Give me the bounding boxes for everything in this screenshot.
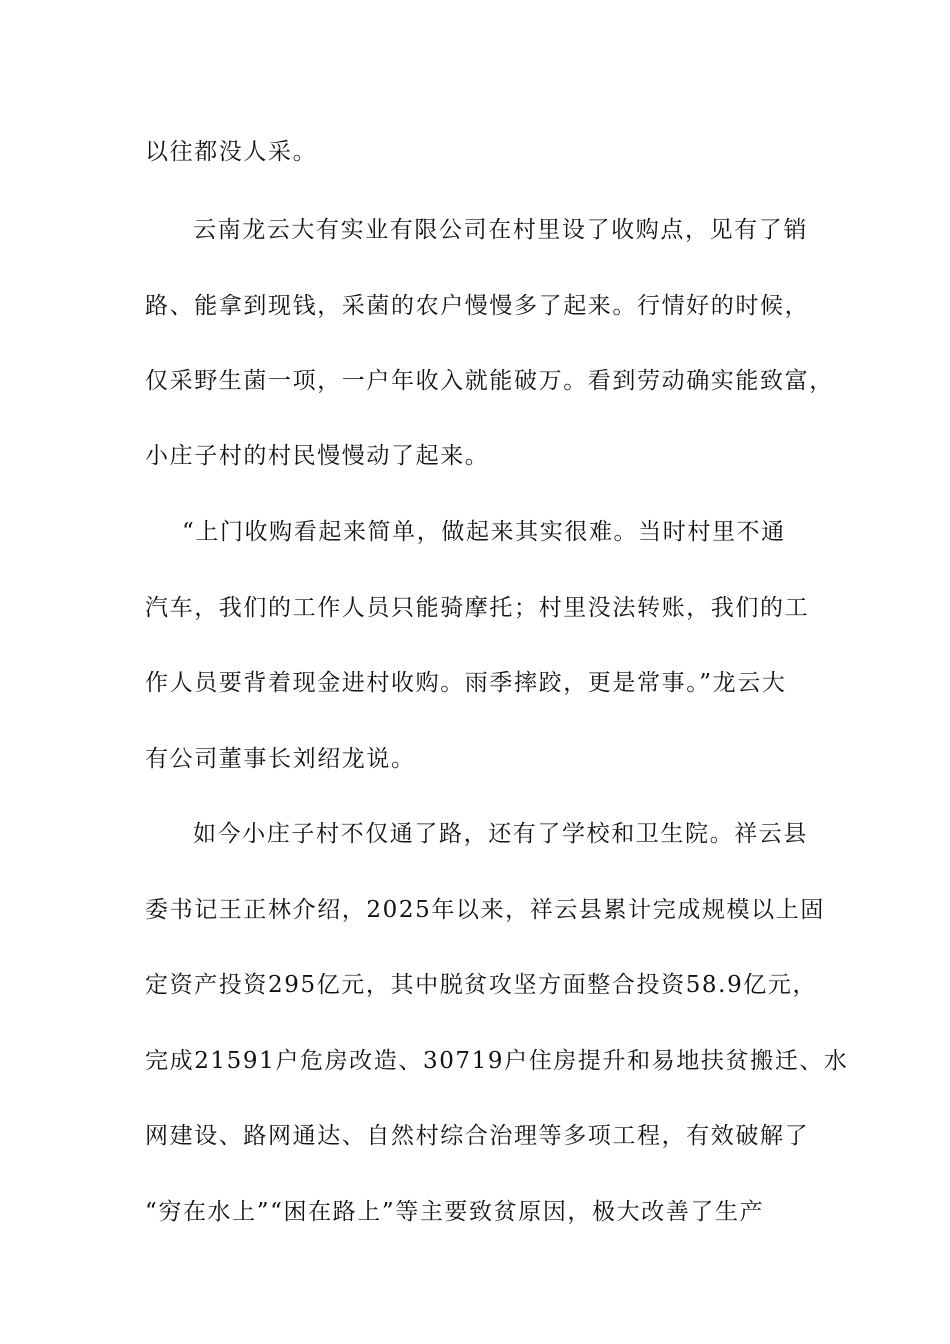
text-line: 仅采野生菌一项，一户年收入就能破万。看到劳动确实能致富， — [145, 368, 834, 394]
text-line: 以往都没人采。 — [145, 139, 318, 165]
text-line: 有公司董事长刘绍龙说。 — [145, 746, 416, 772]
text-line: 汽车，我们的工作人员只能骑摩托；村里没法转账，我们的工 — [145, 595, 810, 621]
text-line: “穷在水上”“困在路上”等主要致贫原因，极大改善了生产 — [145, 1199, 765, 1225]
text-line: 定资产投资295亿元，其中脱贫攻坚方面整合投资58.9亿元， — [145, 972, 818, 998]
text-line: 作人员要背着现金进村收购。雨季摔跤，更是常事。”龙云大 — [145, 670, 787, 696]
text-line: 如今小庄子村不仅通了路，还有了学校和卫生院。祥云县 — [193, 821, 808, 847]
text-line: 路、能拿到现钱，采菌的农户慢慢多了起来。行情好的时候， — [145, 293, 810, 319]
text-line: 网建设、路网通达、自然村综合治理等多项工程，有效破解了 — [145, 1123, 810, 1149]
text-line: “上门收购看起来简单，做起来其实很难。当时村里不通 — [182, 519, 786, 545]
text-line: 云南龙云大有实业有限公司在村里设了收购点，见有了销 — [193, 217, 808, 243]
text-line: 小庄子村的村民慢慢动了起来。 — [145, 443, 490, 469]
text-line: 完成21591户危房改造、30719户住房提升和易地扶贫搬迁、水 — [145, 1048, 849, 1074]
text-line: 委书记王正林介绍，2025年以来，祥云县累计完成规模以上固 — [145, 897, 825, 923]
